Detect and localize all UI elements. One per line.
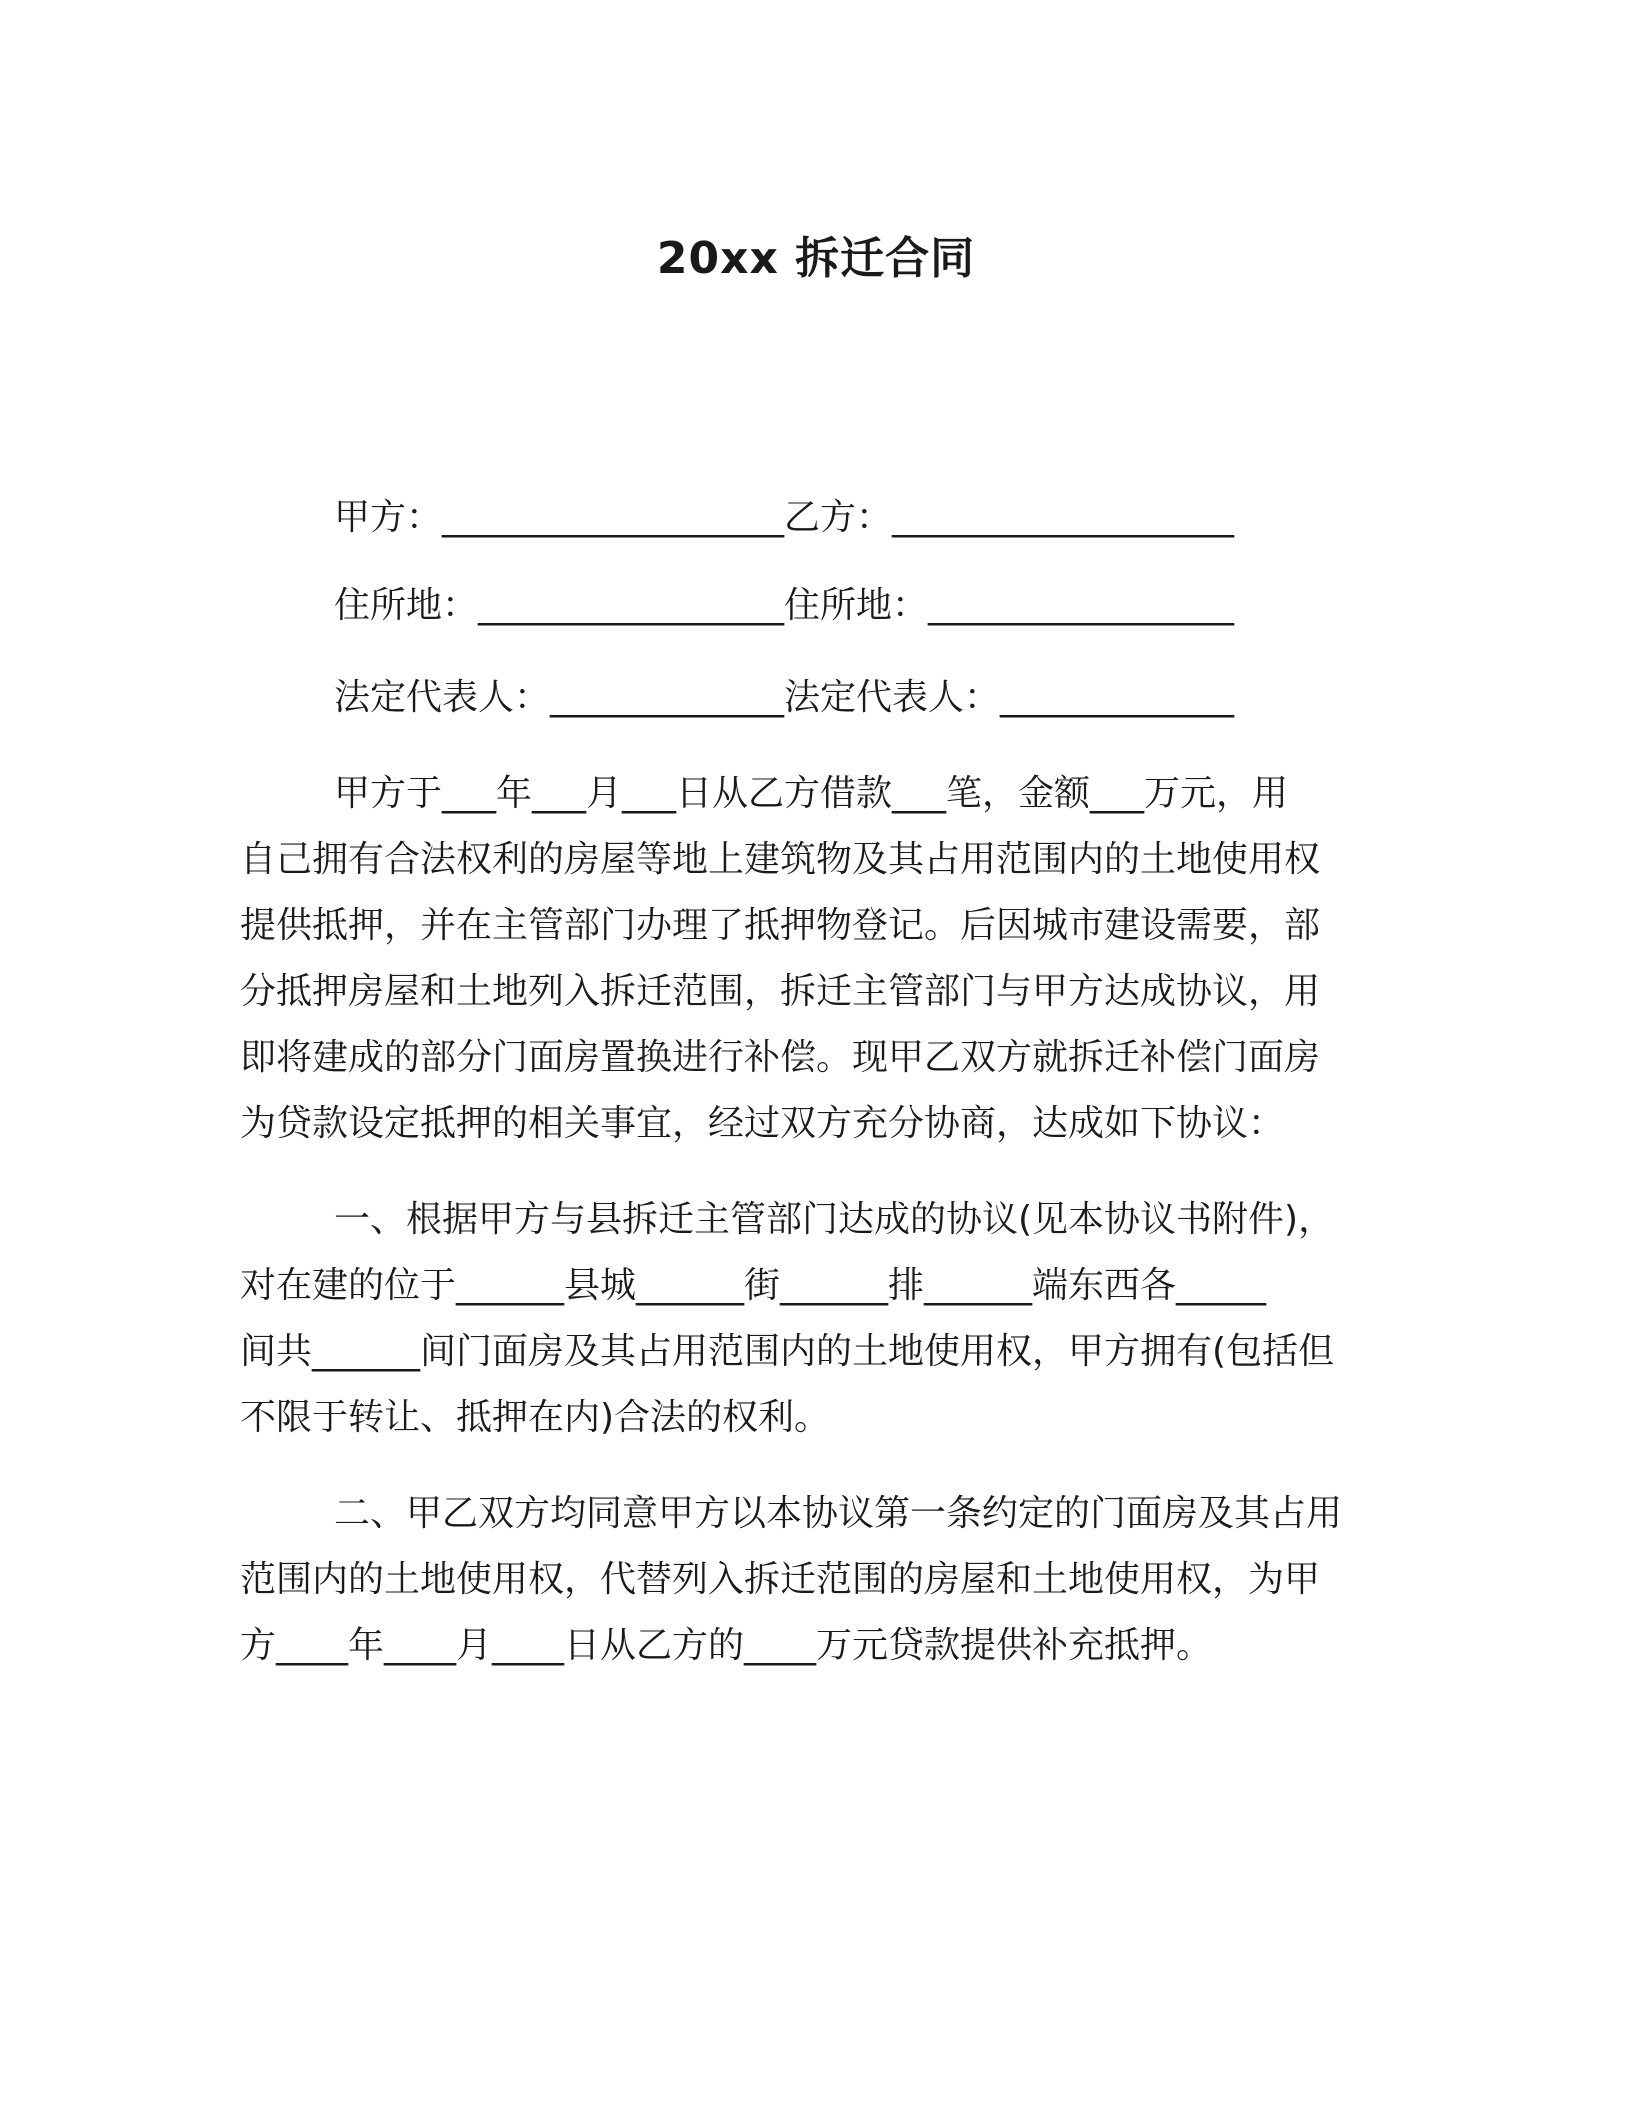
clause-1-line-3: 间共______间门面房及其占用范围内的土地使用权，甲方拥有(包括但 xyxy=(240,1331,1335,1372)
intro-line-3: 提供抵押，并在主管部门办理了抵押物登记。后因城市建设需要，部 xyxy=(240,905,1321,946)
intro-line-4: 分抵押房屋和土地列入拆迁范围，拆迁主管部门与甲方达成协议，用 xyxy=(240,971,1321,1012)
intro-line-6: 为贷款设定抵押的相关事宜，经过双方充分协商，达成如下协议： xyxy=(240,1103,1285,1144)
party-a-b-representative-line: 法定代表人：_____________法定代表人：_____________ xyxy=(334,677,1235,718)
party-a-b-address-line: 住所地：_________________住所地：_________________ xyxy=(334,585,1235,626)
clause-2-line-3: 方____年____月____日从乙方的____万元贷款提供补充抵押。 xyxy=(240,1625,1213,1666)
intro-line-1: 甲方于___年___月___日从乙方借款___笔，金额___万元，用 xyxy=(334,773,1289,814)
clause-2-line-1: 二、甲乙双方均同意甲方以本协议第一条约定的门面房及其占用 xyxy=(334,1493,1343,1534)
intro-line-2: 自己拥有合法权利的房屋等地上建筑物及其占用范围内的土地使用权 xyxy=(240,839,1321,880)
clause-1-line-2: 对在建的位于______县城______街______排______端东西各_____ xyxy=(240,1265,1267,1306)
clause-2-line-2: 范围内的土地使用权，代替列入拆迁范围的房屋和土地使用权，为甲 xyxy=(240,1559,1321,1600)
clause-1-line-4: 不限于转让、抵押在内)合法的权利。 xyxy=(240,1397,831,1438)
document-title: 20xx 拆迁合同 xyxy=(656,233,976,284)
intro-line-5: 即将建成的部分门面房置换进行补偿。现甲乙双方就拆迁补偿门面房 xyxy=(240,1037,1321,1078)
party-a-b-name-line: 甲方：___________________乙方：___________________ xyxy=(334,497,1235,538)
clause-1-line-1: 一、根据甲方与县拆迁主管部门达成的协议(见本协议书附件)， xyxy=(334,1199,1335,1240)
